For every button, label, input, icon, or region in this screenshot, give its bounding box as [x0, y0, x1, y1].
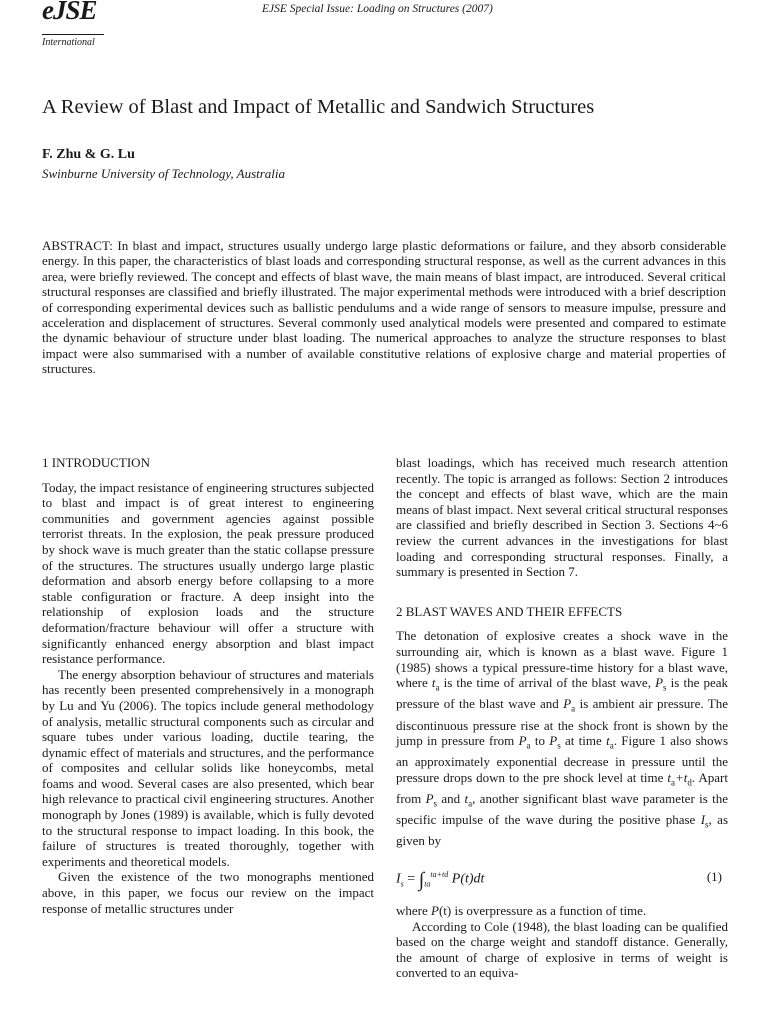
paper-authors: F. Zhu & G. Lu: [42, 147, 135, 162]
blast-paragraph-1: The detonation of explosive creates a shock wave in the surrounding air, which is known as a blast wave. Figure 1 (1985) shows a typical pressure-time history for a blast wave, where $t_a$ is the time of arrival of the blast wave, $P_s$ is the peak pressure of the blast wave and $P_a$ is ambient air pressure. The discontinuous pressure rise at the shock front is shown by the jump in pressure from $P_a$ to $P_s$ at time $t_a$. Figure 1 also shows an approximately exponential decrease in pressure until the pressure drops down to the pre shock level at time $t_a+t_d$. Apart from $P_s$ and $t_a$, another significant blast wave parameter is the specific impulse of the wave during the positive phase $I_s$, as given by: [396, 628, 729, 849]
intro-paragraph-3: Given the existence of the two monographs mentioned above, in this paper, we focus our review on the impact response of metallic structures under: [42, 869, 374, 916]
section-2-heading: 2 BLAST WAVES AND THEIR EFFECTS: [396, 603, 623, 619]
equation-formula: $I_s = \int_{ta}^{ta+td}$ P(t)dt: [396, 868, 485, 891]
logo-text: eJSE: [42, 0, 97, 25]
intro-paragraph-3-continued: blast loadings, which has received much research attention recently. The topic is arranged as follows: Section 2 introduces the concept and effects of blast wave, which are the main means of blast impact. Next several critical structural responses are classified and briefly described in Section 3. Sections 4~6 review the current advances in the investigations for blast loading and corresponding structural responses. Finally, a summary is presented in Section 7.: [396, 455, 728, 580]
left-column: [42, 455, 374, 916]
paper-affiliation: Swinburne University of Technology, Australia: [42, 166, 286, 181]
section-1-heading: 1 INTRODUCTION: [42, 455, 150, 470]
integral-sign: ∫: [418, 868, 425, 891]
intro-paragraph-2: The energy absorption behaviour of structures and materials has recently been presented comprehensively in a monograph by Lu and Yu (2006). The topics include general methodology of analysis, metallic structural components such as circular and square tubes under various loading, ductile tearing, the dynamic effect of materials and structures, and the performance of composites and cellular solids like honeycombs, metal foams and wood. Several cases are also presented, which bear high relevance to practical civil engineering structures. Another monograph by Jones (1989) is available, which is fully devoted to the structural response to impact loading. In this book, the failure of structures is treated thoroughly, together with experiments and theoretical models.: [42, 666, 374, 869]
running-head: EJSE Special Issue: Loading on Structures (2007): [262, 3, 493, 15]
right-column: [396, 455, 728, 981]
paper-title: A Review of Blast and Impact of Metallic and Sandwich Structures: [42, 96, 595, 118]
abstract: ABSTRACT: In blast and impact, structures usually undergo large plastic deformations or failure, and they absorb considerable energy. In this paper, the characteristics of blast loads and corresponding structural response, as well as the current advances in this area, were briefly reviewed. The concept and effects of blast wave, the main means of blast impact, are introduced. Several critical structural responses are classified and briefly illustrated. The major experimental methods were introduced with a brief description of corresponding experimental devices such as ballistic pendulums and a wide range of sensors to measure impulse, pressure and acceleration and displacement of structures. Several commonly used analytical models were presented and compared to estimate the dynamic behaviour of structure under blast loading. The numerical approaches to analyze the structure responses to blast impact were also summarised with a number of available constitutive relations of explosive charge and material properties of structures.: [42, 238, 726, 377]
logo-subtext: International: [42, 37, 95, 48]
equation-number: (1): [706, 869, 722, 885]
journal-logo: [42, 0, 112, 52]
blast-paragraph-3: According to Cole (1948), the blast loading can be qualified based on the charge weight and standoff distance. Generally, the amount of charge of explosive in terms of weight is converted to an equiva-: [396, 918, 728, 981]
blast-paragraph-2: where P(t) is overpressure as a function of time.: [396, 903, 647, 919]
logo-rule: [42, 34, 104, 35]
intro-paragraph-1: Today, the impact resistance of engineering structures subjected to blast and impact is of great interest to engineering communities and government agencies against possible terrorist threats. In the explosion, the peak pressure produced by shock wave is much greater than the static collapse pressure of the structures. The structures usually undergo large plastic deformation and absorb energy before collapsing to a more stable configuration or fracture. A deep insight into the relationship of explosion loads and the structure deformation/fracture behaviour will offer a structure with significantly enhanced energy absorption and blast impact resistance performance.: [42, 479, 374, 667]
equation-1: [396, 855, 728, 901]
